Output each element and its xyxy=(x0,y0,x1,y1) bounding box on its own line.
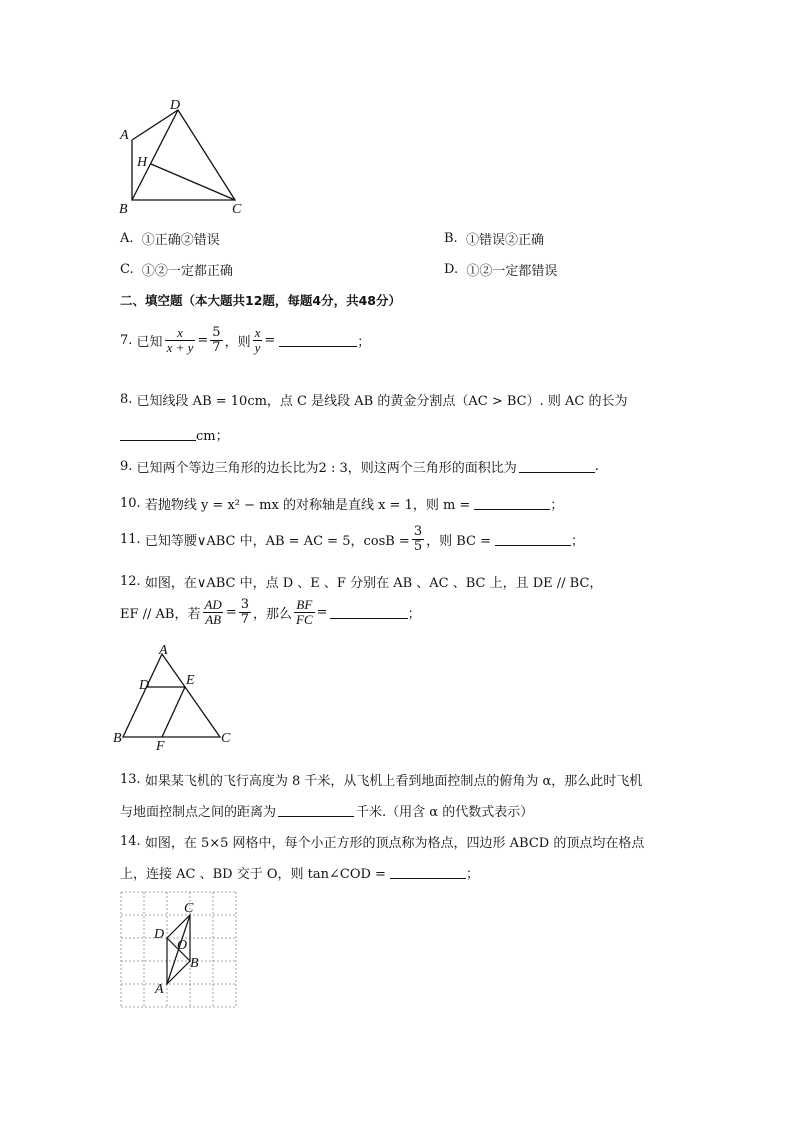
q12-fraction-1: $\frac{AD}{AB}$ xyxy=(204,597,222,627)
question-13 xyxy=(120,770,642,789)
q11-answer-blank[interactable] xyxy=(495,533,571,546)
q11-text: 已知等腰∨ABC 中，AB = AC = 5，cosB = xyxy=(144,533,410,549)
q7-number: 7. xyxy=(120,332,133,348)
q12-answer-blank[interactable] xyxy=(330,606,408,619)
q10-answer-blank[interactable] xyxy=(474,497,550,510)
label-A: A xyxy=(155,982,164,997)
label-F: F xyxy=(156,739,165,754)
q10-end: ； xyxy=(550,498,564,513)
question-8 xyxy=(120,390,627,409)
option-d[interactable] xyxy=(444,260,557,279)
q13-text2: 千米.（用含 α 的代数式表示） xyxy=(356,805,534,820)
q12-value: $\frac{3}{7}$ xyxy=(240,597,250,627)
label-B: B xyxy=(119,202,128,217)
q9-number: 9. xyxy=(120,459,133,474)
q10-number: 10. xyxy=(120,496,141,511)
label-A: A xyxy=(159,643,168,658)
label-C: C xyxy=(221,731,231,746)
option-d-label: D. xyxy=(444,262,459,277)
q7-end: ； xyxy=(357,334,371,350)
question-9 xyxy=(120,457,599,476)
q12-line1: 如图，在∨ABC 中，点 D 、E 、F 分别在 AB 、AC 、BC 上，且 DE // BC， xyxy=(144,576,603,591)
question-14-line2 xyxy=(120,863,479,882)
question-11 xyxy=(120,525,584,553)
q14-answer-blank[interactable] xyxy=(390,866,466,879)
q7-equals: = xyxy=(197,332,209,348)
q12-fraction-2: $\frac{BF}{FC}$ xyxy=(296,597,313,627)
label-O: O xyxy=(177,938,188,953)
q11-number: 11. xyxy=(120,531,141,547)
option-b[interactable] xyxy=(444,229,544,248)
q14-end: ； xyxy=(465,867,479,882)
q14-line1: 如图，在 5×5 网格中，每个小正方形的顶点称为格点，四边形 ABCD 的顶点均在格点 xyxy=(144,836,645,851)
q11-end: ； xyxy=(571,533,585,549)
label-B: B xyxy=(190,956,199,971)
q7-text3: = xyxy=(264,332,276,348)
figure-edges xyxy=(132,110,235,200)
question-12-line2 xyxy=(120,598,421,626)
option-b-text: ①错误②正确 xyxy=(465,233,544,248)
label-E: E xyxy=(186,673,195,688)
q7-value: $\frac{5}{7}$ xyxy=(212,325,221,355)
q13-answer-blank[interactable] xyxy=(278,804,354,817)
q7-fraction-2: $\frac{x}{y}$ xyxy=(254,325,261,355)
q13-number: 13. xyxy=(120,772,141,787)
q11-text2: ，则 BC = xyxy=(426,533,492,549)
label-C: C xyxy=(232,202,242,217)
q12-text1: EF // AB，若 xyxy=(120,606,201,622)
q8-line1: 已知线段 AB = 10cm，点 C 是线段 AB 的黄金分割点（AC > BC）. 则 AC 的长为 xyxy=(136,394,628,409)
question-13-line2 xyxy=(120,801,533,820)
quadrilateral-figure xyxy=(110,95,260,220)
q7-answer-blank[interactable] xyxy=(279,334,357,347)
option-c-label: C. xyxy=(120,262,134,277)
option-c[interactable] xyxy=(120,260,233,279)
q12-equals: = xyxy=(225,604,237,620)
option-a[interactable] xyxy=(120,229,220,248)
q9-answer-blank[interactable] xyxy=(519,460,595,473)
q12-text3: = xyxy=(316,604,328,620)
option-a-label: A. xyxy=(120,231,134,246)
triangle-abc xyxy=(123,654,220,737)
q12-number: 12. xyxy=(120,574,141,589)
grid-figure xyxy=(118,889,243,1009)
question-8-line2 xyxy=(120,425,229,444)
q14-text1: 上，连接 AC 、BD 交于 O，则 tan∠COD = xyxy=(120,867,386,882)
option-d-text: ①②一定都错误 xyxy=(466,264,558,279)
option-b-label: B. xyxy=(444,231,458,246)
q11-fraction: $\frac{3}{5}$ xyxy=(413,524,423,554)
section-heading: 二、填空题（本大题共12题，每题4分，共48分） xyxy=(120,293,401,308)
q12-end: ； xyxy=(407,606,421,622)
q8-number: 8. xyxy=(120,392,133,407)
q9-end: . xyxy=(594,459,599,474)
segment-EF xyxy=(162,687,185,737)
q7-fraction-1: $\frac{x}{x + y}$ xyxy=(166,325,194,355)
segment-CH xyxy=(151,164,235,200)
q7-text1: 已知 xyxy=(136,334,163,350)
option-c-text: ①②一定都正确 xyxy=(141,264,233,279)
q12-text2: ，那么 xyxy=(253,606,293,622)
label-H: H xyxy=(137,155,148,170)
question-14 xyxy=(120,832,644,851)
label-D: D xyxy=(139,678,150,693)
question-10 xyxy=(120,494,563,513)
q8-answer-blank[interactable] xyxy=(120,428,196,441)
label-C: C xyxy=(184,901,194,916)
question-7 xyxy=(120,326,370,354)
label-B: B xyxy=(113,731,122,746)
q10-text: 若抛物线 y = x² − mx 的对称轴是直线 x = 1，则 m = xyxy=(144,498,471,513)
label-D: D xyxy=(154,927,165,942)
question-12 xyxy=(120,572,602,591)
label-A: A xyxy=(120,128,129,143)
q14-number: 14. xyxy=(120,834,141,849)
q9-text: 已知两个等边三角形的边长比为2 : 3，则这两个三角形的面积比为 xyxy=(136,461,517,476)
triangle-abc-figure xyxy=(112,642,242,754)
label-D: D xyxy=(170,98,181,113)
q7-text2: ，则 xyxy=(224,334,251,350)
q13-line1: 如果某飞机的飞行高度为 8 千米，从飞机上看到地面控制点的俯角为 α，那么此时飞机 xyxy=(144,774,643,789)
q8-unit: cm； xyxy=(196,429,229,444)
q13-text1: 与地面控制点之间的距离为 xyxy=(120,805,277,820)
option-a-text: ①正确②错误 xyxy=(141,233,220,248)
